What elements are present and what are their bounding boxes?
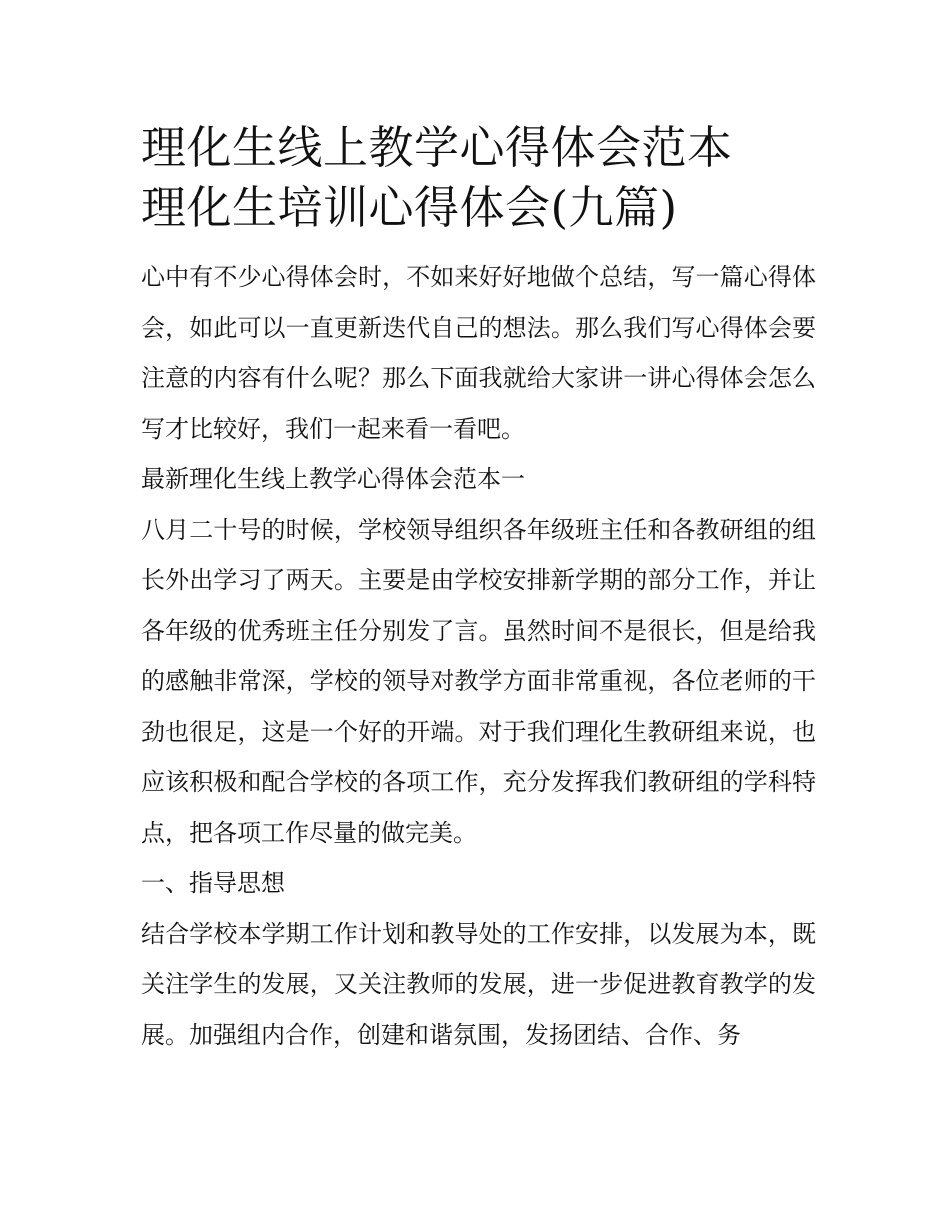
- title-spacer: [141, 238, 816, 252]
- title-line-2: 理化生培训心得体会(九篇): [141, 181, 678, 234]
- document-title: [141, 118, 816, 238]
- intro-paragraph: 心中有不少心得体会时，不如来好好地做个总结，写一篇心得体会，如此可以一直更新迭代自己的想法。那么我们写心得体会要注意的内容有什么呢？那么下面我就给大家讲一讲心得体会怎么写才比较好，我们一起来看一看吧。: [141, 263, 816, 443]
- document-content: [141, 118, 816, 1060]
- body-paragraph: 八月二十号的时候，学校领导组织各年级班主任和各教研组的组长外出学习了两天。主要是由学校安排新学期的部分工作，并让各年级的优秀班主任分别发了言。虽然时间不是很长，但是给我的感触非常深，学校的领导对教学方面非常重视，各位老师的干劲也很足，这是一个好的开端。对于我们理化生教研组来说，也应该积极和配合学校的各项工作，充分发挥我们教研组的学科特点，把各项工作尽量的做完美。: [141, 515, 816, 847]
- section-heading-guiding-thought: 一、指导思想: [141, 869, 285, 897]
- section-heading-sample-one: 最新理化生线上教学心得体会范本一: [141, 465, 525, 493]
- title-line-1: 理化生线上教学心得体会范本: [141, 121, 733, 174]
- body-paragraph: 结合学校本学期工作计划和教导处的工作安排，以发展为本，既关注学生的发展，又关注教师的发展，进一步促进教育教学的发展。加强组内合作，创建和谐氛围，发扬团结、合作、务: [141, 919, 816, 1049]
